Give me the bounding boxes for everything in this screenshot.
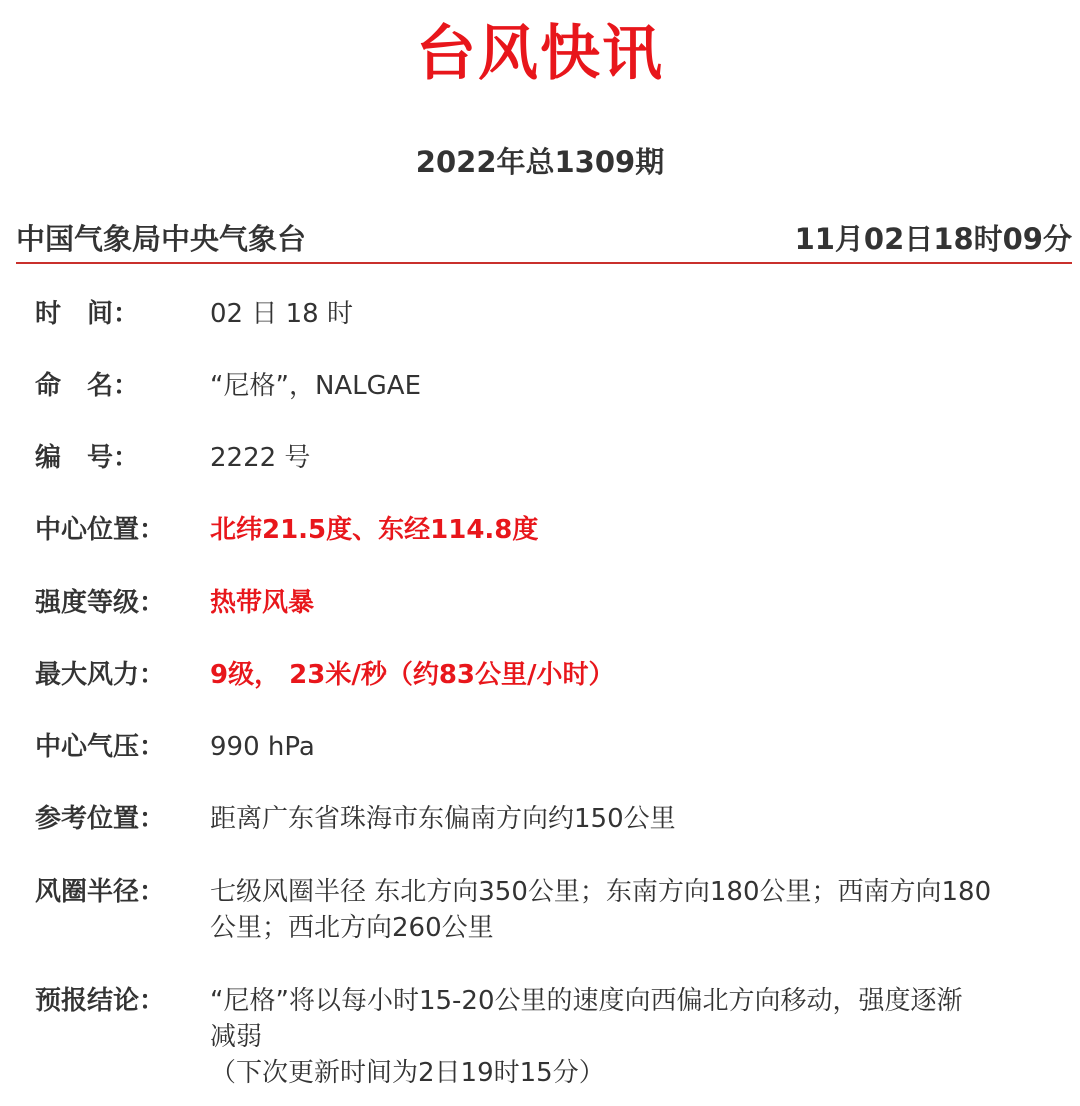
value-line: 七级风圈半径 东北方向350公里；东南方向180公里；西南方向180 (210, 877, 992, 907)
field-time (35, 296, 1065, 332)
field-value: 热带风暴 (210, 588, 315, 618)
field-center-position (35, 512, 1065, 548)
value-line: 公里；西北方向260公里 (210, 913, 494, 943)
field-label: 命 名： (35, 371, 140, 401)
field-label: 编 号： (35, 443, 140, 473)
publish-time: 11月02日18时09分 (794, 222, 1072, 256)
field-label: 强度等级： (35, 588, 166, 618)
field-label: 预报结论： (35, 986, 166, 1016)
field-pressure (35, 729, 1065, 765)
field-number (35, 440, 1065, 476)
field-label: 时 间： (35, 299, 140, 329)
field-max-wind (35, 657, 1065, 693)
field-value: 02 日 18 时 (210, 299, 353, 329)
bulletin-title: 台风快讯 (416, 19, 664, 89)
field-value: 距离广东省珠海市东偏南方向约150公里 (210, 804, 676, 834)
value-line: 减弱 (210, 1022, 263, 1052)
field-value: “尼格”，NALGAE (210, 371, 422, 401)
field-value (210, 874, 1065, 946)
value-line: （下次更新时间为2日19时15分） (210, 1058, 605, 1088)
field-value: 北纬21.5度、东经114.8度 (210, 515, 539, 545)
field-forecast (35, 983, 1065, 1091)
issue-number: 2022年总1309期 (415, 145, 665, 179)
field-value: 9级， 23米/秒（约83公里/小时） (210, 660, 615, 690)
field-label: 最大风力： (35, 660, 166, 690)
field-label: 参考位置： (35, 804, 166, 834)
field-label: 风圈半径： (35, 877, 166, 907)
field-wind-radius (35, 874, 1065, 946)
field-value (210, 983, 1065, 1091)
agency-name: 中国气象局中央气象台 (16, 222, 307, 256)
field-label: 中心气压： (35, 732, 166, 762)
value-line: “尼格”将以每小时15-20公里的速度向西偏北方向移动，强度逐渐 (210, 986, 963, 1016)
field-value: 2222 号 (210, 443, 311, 473)
source-time-bar (16, 216, 1072, 264)
field-name (35, 368, 1065, 404)
field-value: 990 hPa (210, 732, 315, 762)
field-reference-position (35, 801, 1065, 837)
field-label: 中心位置： (35, 515, 166, 545)
field-intensity (35, 585, 1065, 621)
